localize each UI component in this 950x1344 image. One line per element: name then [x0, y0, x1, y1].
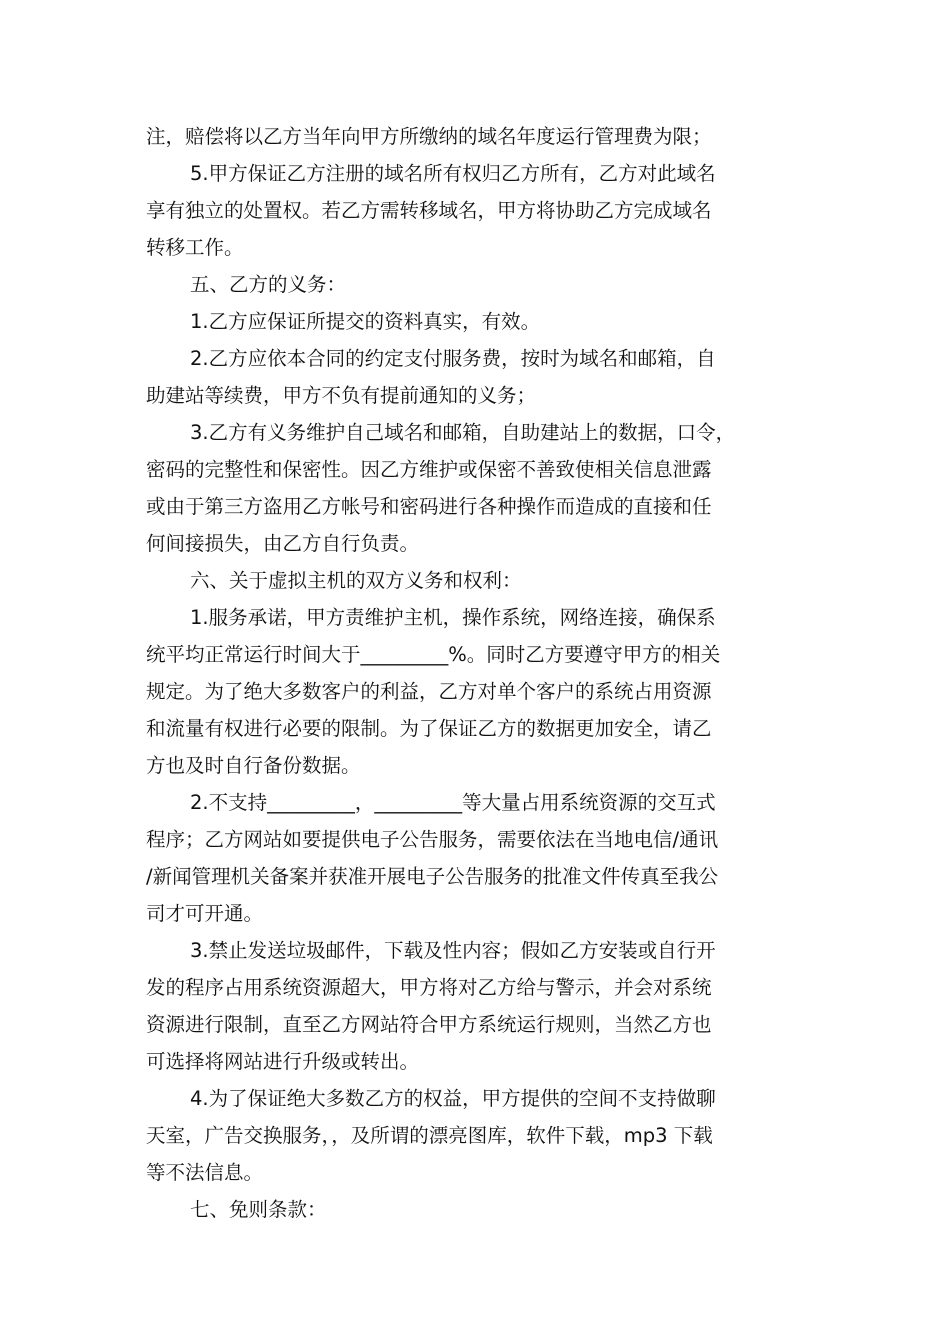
text-line: 五、乙方的义务： — [190, 273, 347, 296]
text-line: 等不法信息。 — [146, 1161, 264, 1184]
text-line: 注，赔偿将以乙方当年向甲方所缴纳的域名年度运行管理费为限； — [146, 125, 712, 148]
text-line: 1.乙方应保证所提交的资料真实，有效。 — [190, 310, 541, 333]
text-line: 5.甲方保证乙方注册的域名所有权归乙方所有，乙方对此域名 — [190, 162, 716, 185]
text-line: 和流量有权进行必要的限制。为了保证乙方的数据更加安全，请乙 — [146, 717, 712, 740]
text-line: 3.禁止发送垃圾邮件，下载及性内容；假如乙方安装或自行开 — [190, 939, 716, 962]
text-line: 天室，广告交换服务，，及所谓的漂亮图库，软件下载，mp3 下载 — [146, 1124, 713, 1147]
text-line: 密码的完整性和保密性。因乙方维护或保密不善致使相关信息泄露 — [146, 458, 712, 481]
text-line: 2.不支持_________，_________等大量占用系统资源的交互式 — [190, 791, 716, 814]
text-line: 七、免则条款： — [190, 1198, 327, 1221]
text-line: 3.乙方有义务维护自己域名和邮箱，自助建站上的数据，口令， — [190, 421, 736, 444]
text-line: 享有独立的处置权。若乙方需转移域名，甲方将协助乙方完成域名 — [146, 199, 712, 222]
text-line: 规定。为了绝大多数客户的利益，乙方对单个客户的系统占用资源 — [146, 680, 712, 703]
text-line: 方也及时自行备份数据。 — [146, 754, 361, 777]
text-line: 4.为了保证绝大多数乙方的权益，甲方提供的空间不支持做聊 — [190, 1087, 716, 1110]
text-line: 或由于第三方盗用乙方帐号和密码进行各种操作而造成的直接和任 — [146, 495, 712, 518]
text-line: 发的程序占用系统资源超大，甲方将对乙方给与警示，并会对系统 — [146, 976, 712, 999]
text-line: 统平均正常运行时间大于_________%。同时乙方要遵守甲方的相关 — [146, 643, 721, 666]
text-line: /新闻管理机关备案并获准开展电子公告服务的批准文件传真至我公 — [146, 865, 719, 888]
text-line: 程序；乙方网站如要提供电子公告服务，需要依法在当地电信/通讯 — [146, 828, 719, 851]
text-line: 何间接损失，由乙方自行负责。 — [146, 532, 420, 555]
text-line: 可选择将网站进行升级或转出。 — [146, 1050, 420, 1073]
text-line: 2.乙方应依本合同的约定支付服务费，按时为域名和邮箱，自 — [190, 347, 716, 370]
document-body — [146, 118, 810, 1228]
text-line: 1.服务承诺，甲方责维护主机，操作系统，网络连接，确保系 — [190, 606, 716, 629]
text-line: 司才可开通。 — [146, 902, 264, 925]
text-line: 转移工作。 — [146, 236, 244, 259]
text-line: 六、关于虚拟主机的双方义务和权利： — [190, 569, 522, 592]
text-line: 资源进行限制，直至乙方网站符合甲方系统运行规则，当然乙方也 — [146, 1013, 712, 1036]
text-line: 助建站等续费，甲方不负有提前通知的义务； — [146, 384, 537, 407]
